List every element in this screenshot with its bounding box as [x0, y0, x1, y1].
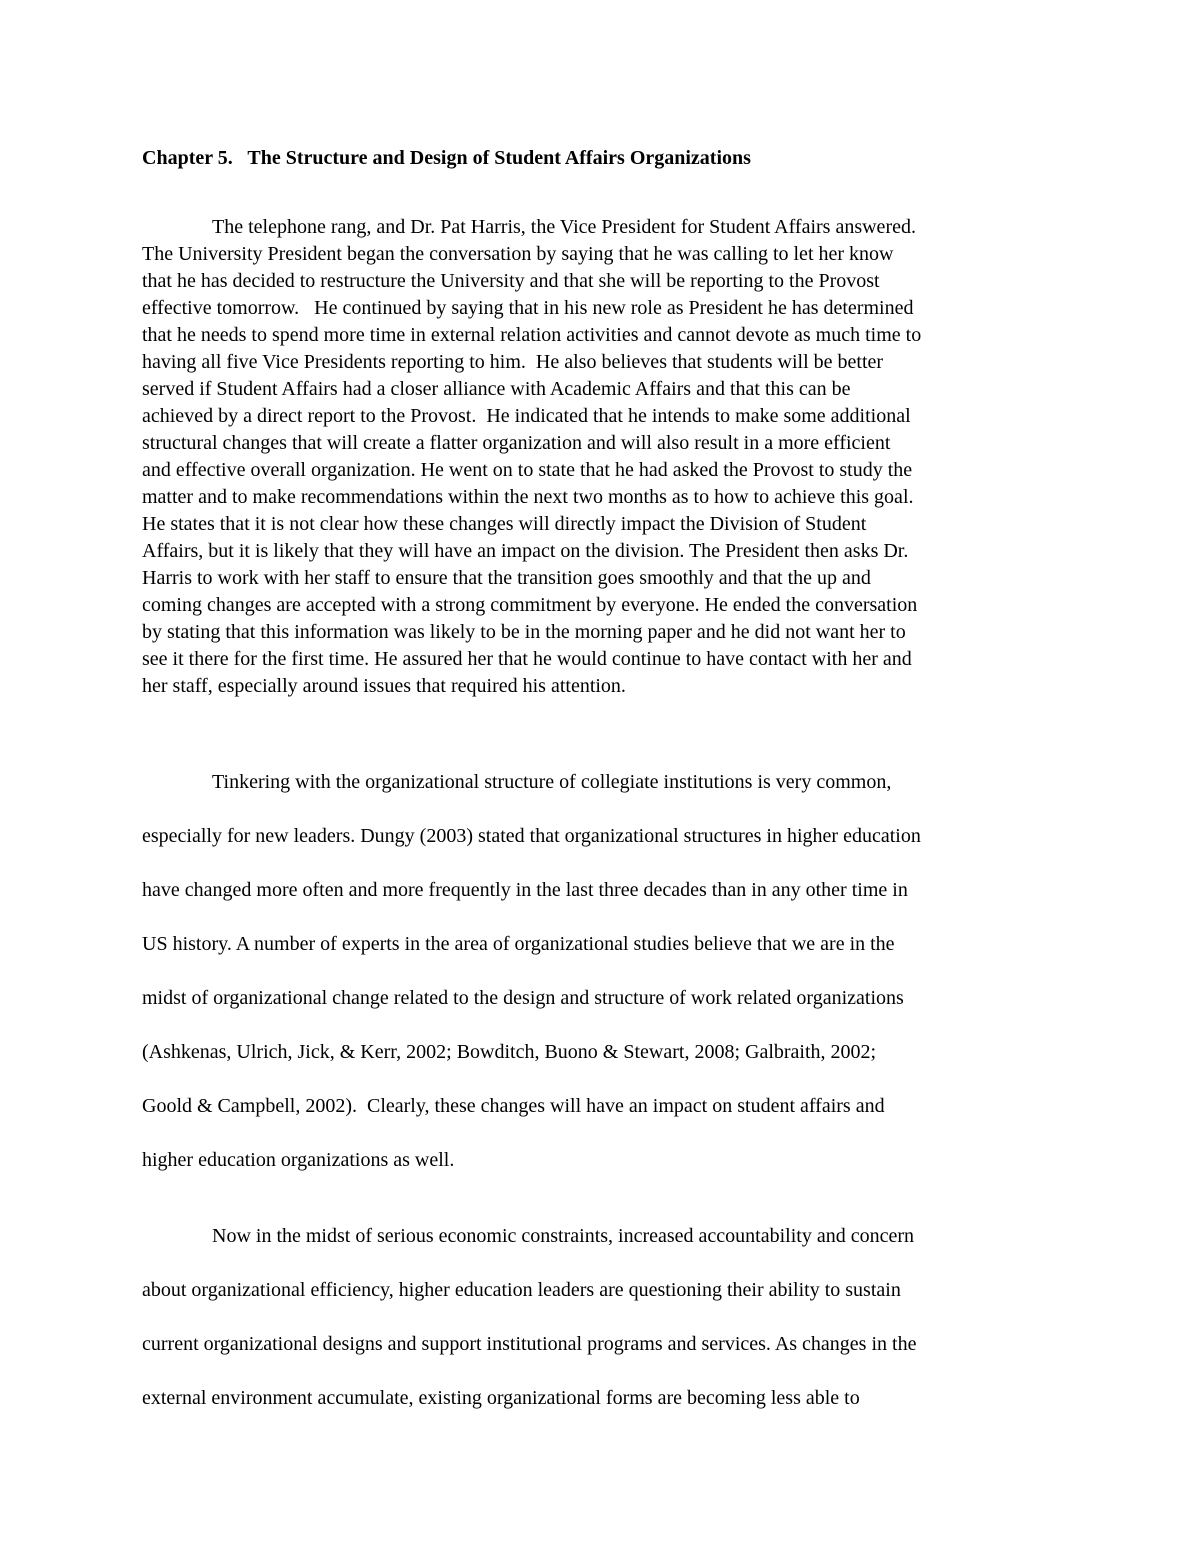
vignette-line: that he needs to spend more time in external relation activities and cannot devote as much time to — [142, 324, 922, 346]
vignette-line: He states that it is not clear how these changes will directly impact the Division of Student — [142, 513, 867, 535]
paragraph-line: midst of organizational change related to the design and structure of work related organizations — [142, 987, 904, 1009]
vignette-line: Harris to work with her staff to ensure that the transition goes smoothly and that the up and — [142, 567, 871, 589]
paragraph-line: especially for new leaders. Dungy (2003) stated that organizational structures in higher education — [142, 825, 921, 847]
paragraph-line: (Ashkenas, Ulrich, Jick, & Kerr, 2002; Bowditch, Buono & Stewart, 2008; Galbraith, 2002; — [142, 1041, 877, 1063]
vignette-line: by stating that this information was likely to be in the morning paper and he did not want her to — [142, 621, 906, 643]
vignette-line: effective tomorrow. He continued by saying that in his new role as President he has determined — [142, 297, 914, 319]
vignette-line: coming changes are accepted with a strong commitment by everyone. He ended the conversation — [142, 594, 918, 616]
paragraph-line: about organizational efficiency, higher education leaders are questioning their ability to sustain — [142, 1279, 901, 1301]
vignette-line: that he has decided to restructure the University and that she will be reporting to the Provost — [142, 270, 880, 292]
vignette-line: her staff, especially around issues that required his attention. — [142, 675, 626, 697]
vignette-line: having all five Vice Presidents reporting to him. He also believes that students will be better — [142, 351, 884, 373]
paragraph-line: higher education organizations as well. — [142, 1149, 455, 1171]
vignette-line: see it there for the first time. He assured her that he would continue to have contact with her and — [142, 648, 912, 670]
body-paragraph-1 — [142, 755, 1062, 1187]
vignette-line: served if Student Affairs had a closer alliance with Academic Affairs and that this can be — [142, 378, 851, 400]
paragraph-line: Now in the midst of serious economic constraints, increased accountability and concern — [212, 1225, 915, 1247]
vignette-line: The University President began the conversation by saying that he was calling to let her know — [142, 243, 894, 265]
vignette-line: structural changes that will create a flatter organization and will also result in a more efficient — [142, 432, 891, 454]
paragraph-line: current organizational designs and support institutional programs and services. As changes in the — [142, 1333, 917, 1355]
body-paragraph-2 — [142, 1209, 1062, 1425]
vignette-line: and effective overall organization. He went on to state that he had asked the Provost to study the — [142, 459, 913, 481]
vignette-line: Affairs, but it is likely that they will have an impact on the division. The President then asks Dr. — [142, 540, 909, 562]
paragraph-line: US history. A number of experts in the area of organizational studies believe that we are in the — [142, 933, 895, 955]
paragraph-line: have changed more often and more frequently in the last three decades than in any other time in — [142, 879, 908, 901]
paragraph-line: Tinkering with the organizational structure of collegiate institutions is very common, — [212, 771, 892, 793]
vignette-line: achieved by a direct report to the Provost. He indicated that he intends to make some additional — [142, 405, 911, 427]
vignette-line: The telephone rang, and Dr. Pat Harris, the Vice President for Student Affairs answered. — [212, 216, 916, 238]
opening-vignette — [142, 214, 1062, 700]
vignette-line: matter and to make recommendations within the next two months as to how to achieve this goal. — [142, 486, 914, 508]
paragraph-line: external environment accumulate, existing organizational forms are becoming less able to — [142, 1387, 860, 1409]
chapter-title: Chapter 5. The Structure and Design of Student Affairs Organizations — [142, 147, 751, 169]
paragraph-line: Goold & Campbell, 2002). Clearly, these changes will have an impact on student affairs and — [142, 1095, 885, 1117]
